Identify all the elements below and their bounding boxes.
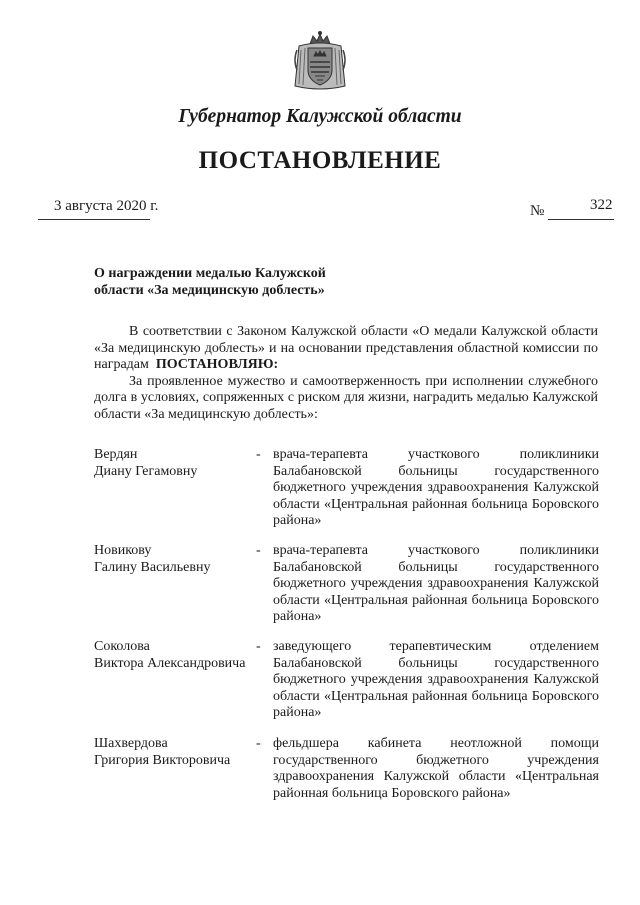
awardee-name: [94, 639, 264, 672]
decree-word: ПОСТАНОВЛЯЮ:: [155, 357, 279, 372]
date-underline: [38, 219, 150, 220]
issuing-authority: Губернатор Калужской области: [178, 106, 462, 127]
awardee-given-names: Григория Викторовича: [94, 752, 231, 768]
document-date: 3 августа 2020 г.: [54, 198, 159, 214]
document-subject: [94, 265, 394, 299]
list-dash: -: [256, 639, 261, 654]
list-dash: -: [256, 447, 261, 462]
list-dash: -: [256, 543, 261, 558]
awardee-name: [94, 736, 264, 769]
resolution-paragraph: За проявленное мужество и самоотверженность при исполнении служебного долга в условиях, сопряженных с риском для жизни, наградить медалью Калужской области «За медицинскую доблесть»:: [94, 373, 598, 422]
number-underline: [548, 219, 614, 220]
document-body: [94, 324, 598, 423]
list-dash: -: [256, 736, 261, 751]
preamble-paragraph: [94, 324, 598, 374]
awardee-name: [94, 543, 264, 576]
awardee-position: фельдшера кабинета неотложной помощи государственного бюджетного учреждения здравоохранения Калужской области «Центральная районная больница Боровского района»: [273, 736, 599, 801]
number-label: №: [530, 203, 545, 219]
awardee-given-names: Диану Гегамовну: [94, 463, 198, 479]
subject-line: О награждении медалью Калужской: [94, 266, 326, 281]
awardee-position: заведующего терапевтическим отделением Балабановской больницы государственного бюджетного учреждения здравоохранения Калужской области «Центральная районная больница Боровского района»: [273, 639, 599, 720]
awardee-given-names: Галину Васильевну: [94, 559, 211, 575]
awardee-given-names: Виктора Александровича: [94, 655, 246, 671]
subject-line: области «За медицинскую доблесть»: [94, 283, 325, 298]
awardee-position: врача-терапевта участкового поликлиники Балабановской больницы государственного бюджетного учреждения здравоохранения Калужской области «Центральная районная больница Боровского района»: [273, 447, 599, 528]
preamble-text: В соответствии с Законом Калужской области «О медали Калужской области «За медицинскую доблесть» и на основании представления областной комиссии по наградам: [94, 324, 598, 372]
awardee-name: [94, 447, 264, 480]
awardee-surname: Шахвердова: [94, 736, 168, 751]
coat-of-arms-icon: [291, 30, 349, 92]
awardee-position: врача-терапевта участкового поликлиники Балабановской больницы государственного бюджетного учреждения здравоохранения Калужской области «Центральная районная больница Боровского района»: [273, 543, 599, 624]
awardee-surname: Вердян: [94, 447, 138, 462]
document-number: 322: [590, 197, 613, 213]
awardee-surname: Соколова: [94, 639, 150, 654]
document-type: ПОСТАНОВЛЕНИЕ: [198, 147, 442, 174]
awardee-surname: Новикову: [94, 543, 152, 558]
